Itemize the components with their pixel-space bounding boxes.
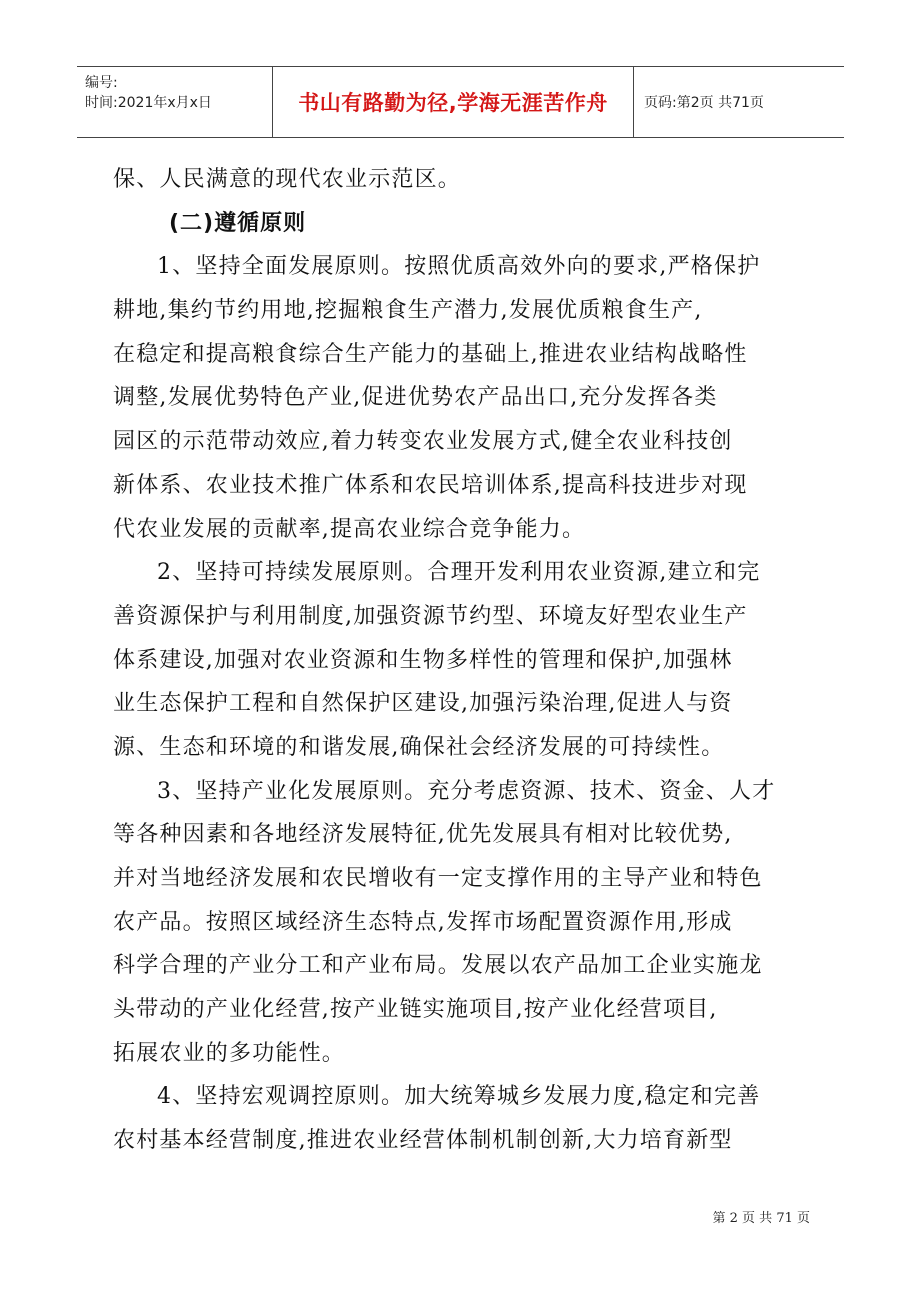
- header-meta: [77, 67, 273, 137]
- time-label: 时间:2021年x月x日: [85, 95, 212, 111]
- body-line: 源、生态和环境的和谐发展,确保社会经济发展的可持续性。: [113, 734, 725, 760]
- body-line: 等各种因素和各地经济发展特征,优先发展具有相对比较优势,: [113, 822, 733, 848]
- body-line: 耕地,集约节约用地,挖掘粮食生产潜力,发展优质粮食生产,: [113, 298, 703, 324]
- motto-text: 书山有路勤为径,学海无涯苦作舟: [298, 91, 608, 115]
- body-line: 保、人民满意的现代农业示范区。: [113, 167, 462, 192]
- document-header: [77, 66, 844, 138]
- body-line: 拓展农业的多功能性。: [113, 1040, 346, 1066]
- body-line: 在稳定和提高粮食综合生产能力的基础上,推进农业结构战略性: [113, 341, 748, 367]
- body-line: 头带动的产业化经营,按产业链实施项目,按产业化经营项目,: [113, 997, 718, 1023]
- header-motto-cell: [273, 67, 634, 137]
- body-line: 农村基本经营制度,推进农业经营体制机制创新,大力培育新型: [113, 1128, 733, 1154]
- paragraph-4-start: 4、坚持宏观调控原则。加大统筹城乡发展力度,稳定和完善: [157, 1084, 761, 1110]
- header-page-info: [634, 67, 844, 137]
- body-line: 业生态保护工程和自然保护区建设,加强污染治理,促进人与资: [113, 691, 733, 717]
- body-line: 代农业发展的贡献率,提高农业综合竞争能力。: [113, 516, 586, 542]
- body-line: 新体系、农业技术推广体系和农民培训体系,提高科技进步对现: [113, 472, 748, 498]
- body-line: 体系建设,加强对农业资源和生物多样性的管理和保护,加强林: [113, 647, 733, 673]
- paragraph-1-start: 1、坚持全面发展原则。按照优质高效外向的要求,严格保护: [157, 254, 761, 280]
- code-label: 编号:: [85, 75, 118, 91]
- body-line: 善资源保护与利用制度,加强资源节约型、环境友好型农业生产: [113, 603, 748, 629]
- body-line: 农产品。按照区域经济生态特点,发挥市场配置资源作用,形成: [113, 909, 733, 935]
- body-line: 科学合理的产业分工和产业布局。发展以农产品加工企业实施龙: [113, 953, 763, 979]
- body-line: 并对当地经济发展和农民增收有一定支撑作用的主导产业和特色: [113, 866, 763, 891]
- body-line: 园区的示范带动效应,着力转变农业发展方式,健全农业科技创: [113, 429, 733, 455]
- section-heading: (二)遵循原则: [169, 210, 307, 236]
- document-body: [113, 158, 813, 1163]
- body-line: 调整,发展优势特色产业,促进优势农产品出口,充分发挥各类: [113, 385, 718, 411]
- paragraph-3-start: 3、坚持产业化发展原则。充分考虑资源、技术、资金、人才: [157, 778, 776, 804]
- page-footer: 第 2 页 共 71 页: [712, 1211, 810, 1226]
- paragraph-2-start: 2、坚持可持续发展原则。合理开发利用农业资源,建立和完: [157, 560, 761, 586]
- page-info-text: 页码:第2页 共71页: [644, 95, 764, 111]
